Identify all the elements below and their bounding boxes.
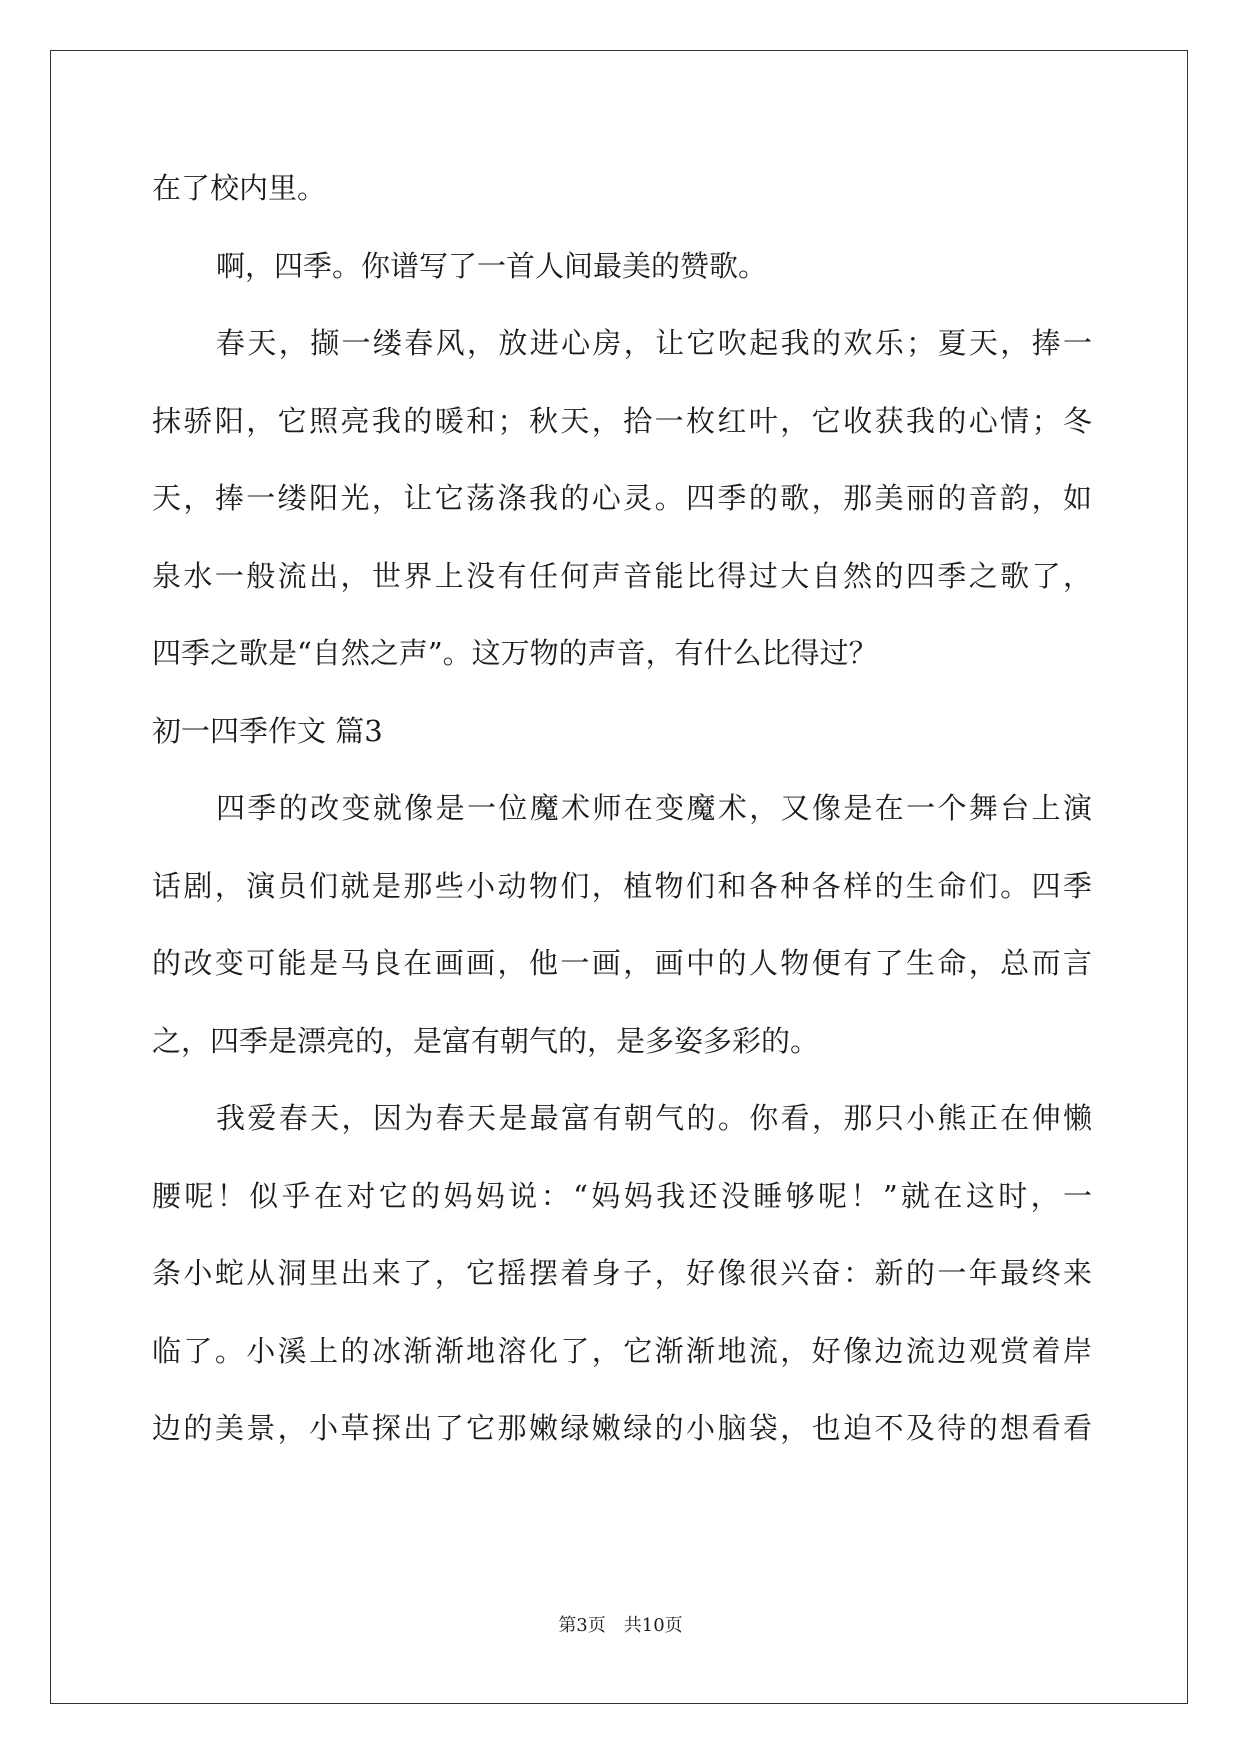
text-line: 在了校内里。 (152, 171, 327, 205)
text-line: 四季之歌是“自然之声”。这万物的声音，有什么比得过？ (152, 636, 878, 670)
text-line: 泉水一般流出，世界上没有任何声音能比得过大自然的四季之歌了， (152, 558, 1092, 593)
text-line: 天，捧一缕阳光，让它荡涤我的心灵。四季的歌，那美丽的音韵，如 (152, 481, 1092, 515)
text-line: 之，四季是漂亮的，是富有朝气的，是多姿多彩的。 (152, 1023, 820, 1058)
section-heading: 初一四季作文 篇3 (152, 713, 383, 748)
text-line: 我爱春天，因为春天是最富有朝气的。你看，那只小熊正在伸懒 (216, 1101, 1092, 1135)
text-line: 条小蛇从洞里出来了，它摇摆着身子，好像很兴奋：新的一年最终来 (152, 1256, 1092, 1290)
text-line: 边的美景，小草探出了它那嫩绿嫩绿的小脑袋，也迫不及待的想看看 (152, 1411, 1092, 1445)
text-line: 腰呢！似乎在对它的妈妈说：“妈妈我还没睡够呢！”就在这时，一 (152, 1178, 1092, 1213)
text-line: 话剧，演员们就是那些小动物们，植物们和各种各样的生命们。四季 (152, 868, 1092, 903)
text-line: 啊，四季。你谱写了一首人间最美的赞歌。 (216, 248, 768, 283)
text-line: 临了。小溪上的冰渐渐地溶化了，它渐渐地流，好像边流边观赏着岸 (152, 1333, 1092, 1368)
document-body (152, 150, 1092, 1468)
text-line: 的改变可能是马良在画画，他一画，画中的人物便有了生命，总而言 (152, 946, 1092, 980)
text-line: 四季的改变就像是一位魔术师在变魔术，又像是在一个舞台上演 (216, 791, 1092, 825)
text-line: 春天，撷一缕春风，放进心房，让它吹起我的欢乐；夏天，捧一 (216, 326, 1092, 360)
text-line: 抹骄阳，它照亮我的暖和；秋天，拾一枚红叶，它收获我的心情；冬 (152, 403, 1092, 438)
page-number-footer: 第3页 共10页 (558, 1615, 683, 1636)
